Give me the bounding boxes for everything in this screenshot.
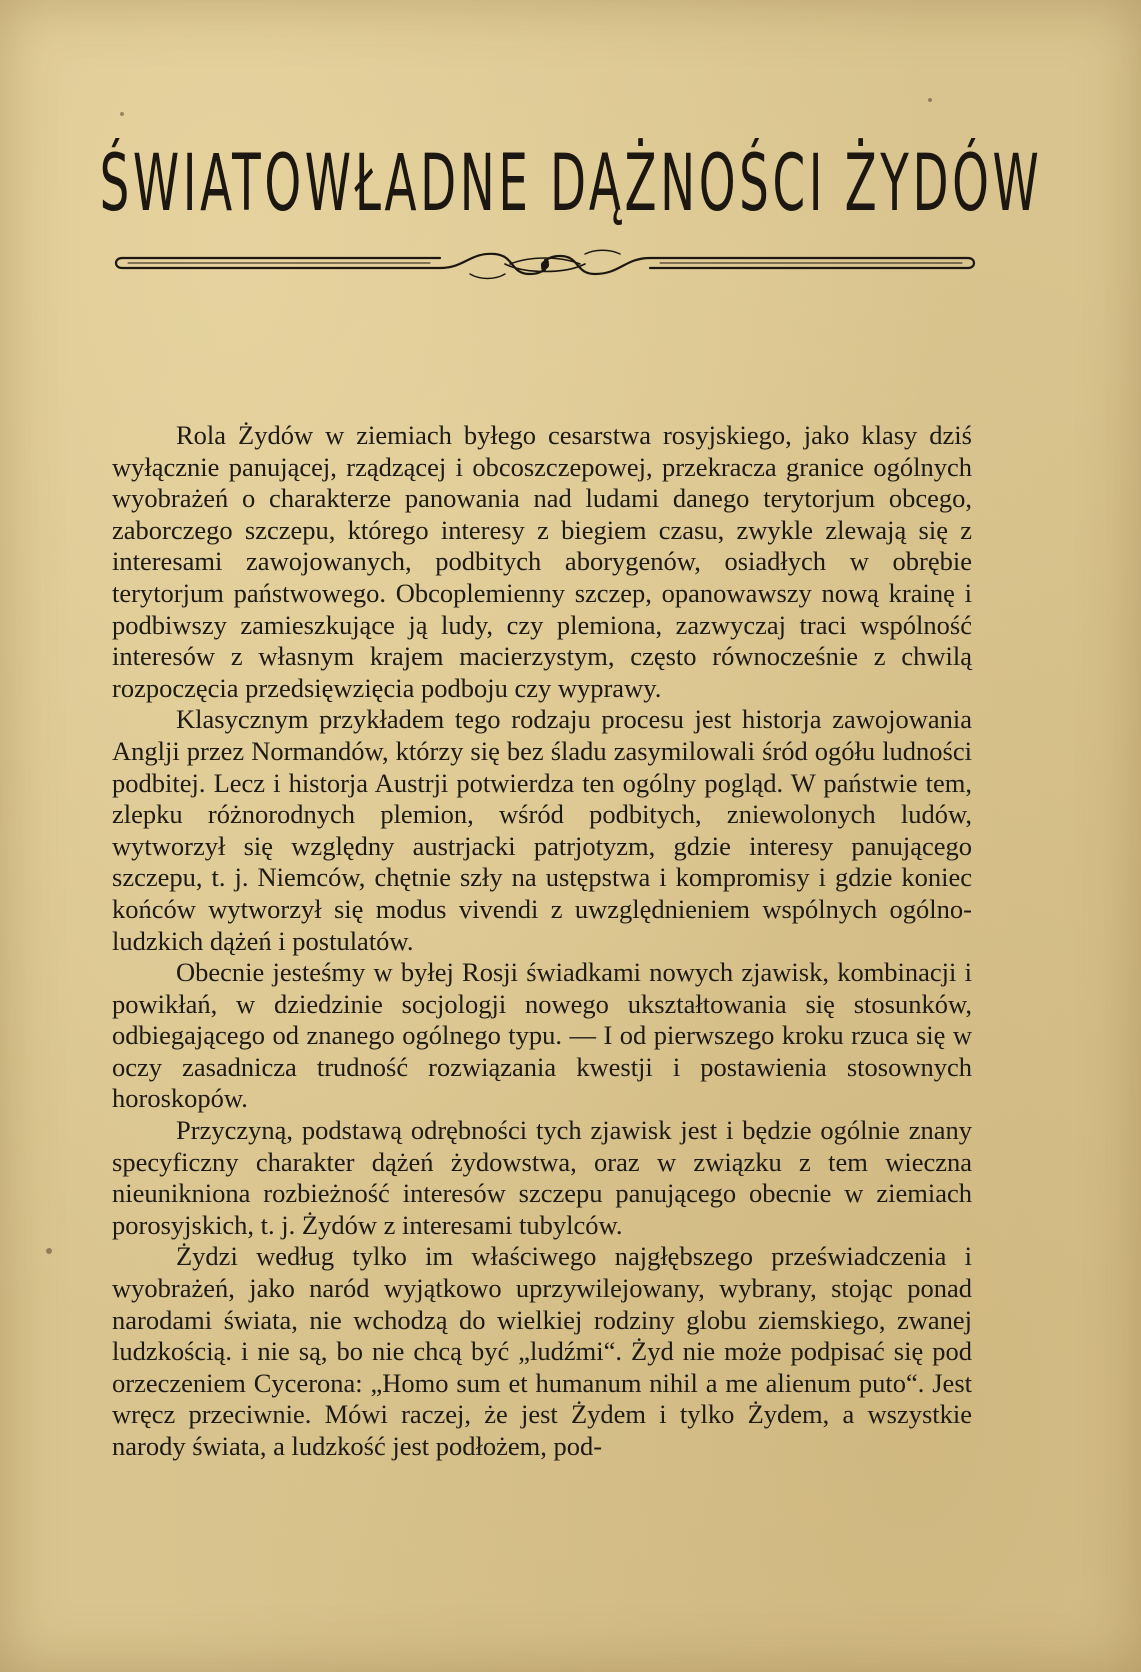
paragraph-4: Przyczyną, podstawą odrębności tych zjawisk jest i będzie ogólnie znany specyficzny charakter dążeń żydowstwa, oraz w związku z tem wieczna nieunikniona rozbieżność interesów szczepu panującego obecnie w ziemiach porosyjskich, t. j. Żydów z interesami tubylców. [112,1115,972,1240]
body-text [112,420,972,1463]
ornament-divider [110,244,980,288]
paragraph-3: Obecnie jesteśmy w byłej Rosji świadkami nowych zjawisk, kombinacji i powikłań, w dziedzinie socjologji nowego ukształtowania się stosunków, odbiegającego od znanego ogólnego typu. — I od pierwszego kroku rzuca się w oczy zasadnicza trudność rozwiązania kwestji i postawienia stosownych horoskopów. [112,957,972,1114]
title-block [0,138,1141,238]
paragraph-5: Żydzi według tylko im właściwego najgłębszego przeświadczenia i wyobrażeń, jako naród wyjątkowo uprzywilejowany, wybrany, stojąc ponad narodami świata, nie wchodzą do wielkiej rodziny globu ziemskiego, zwanej ludzkością. i nie są, bo nie chcą być „ludźmi“. Żyd nie może podpisać się pod orzeczeniem Cycerona: „Homo sum et humanum nihil a me alienum puto“. Jest wręcz przeciwnie. Mówi raczej, że jest Żydem i tylko Żydem, a wszystkie narody świata, a ludzkość jest podłożem, pod- [112,1241,972,1461]
paragraph-2: Klasycznym przykładem tego rodzaju procesu jest historja zawojowania Anglji przez Normandów, którzy się bez śladu zasymilowali śród ogółu ludności podbitej. Lecz i historja Austrji potwierdza ten ogólny pogląd. W państwie tem, zlepku różnorodnych plemion, wśród podbitych, zniewolonych ludów, wytworzył się względny austrjacki patrjotyzm, gdzie interesy panującego szczepu, t. j. Niemców, chętnie szły na ustępstwa i kompromisy i gdzie koniec końców wytworzył się modus vivendi z uwzględnieniem wspólnych ogólno-ludzkich dążeń i postulatów. [112,704,972,956]
page-title: ŚWIATOWŁADNE DĄŻNOŚCI ŻYDÓW [99,139,1042,229]
paragraph-1: Rola Żydów w ziemiach byłego cesarstwa rosyjskiego, jako klasy dziś wyłącznie panującej, rządzącej i obcoszczepowej, przekracza granice ogólnych wyobrażeń o charakterze panowania nad ludami danego terytorjum obcego, zaborczego szczepu, którego interesy z biegiem czasu, zwykle zlewają się z interesami zawojowanych, podbitych aborygenów, osiadłych w obrębie terytorjum państwowego. Obcoplemienny szczep, opanowawszy nową krainę i podbiwszy zamieszkujące ją ludy, czy plemiona, zazwyczaj traci wspólność interesów z własnym krajem macierzystym, często równocześnie z chwilą rozpoczęcia przedsięwzięcia podboju czy wyprawy. [112,420,972,703]
paper-speck [46,1248,52,1254]
paper-speck [120,112,124,116]
paper-speck [928,98,932,102]
